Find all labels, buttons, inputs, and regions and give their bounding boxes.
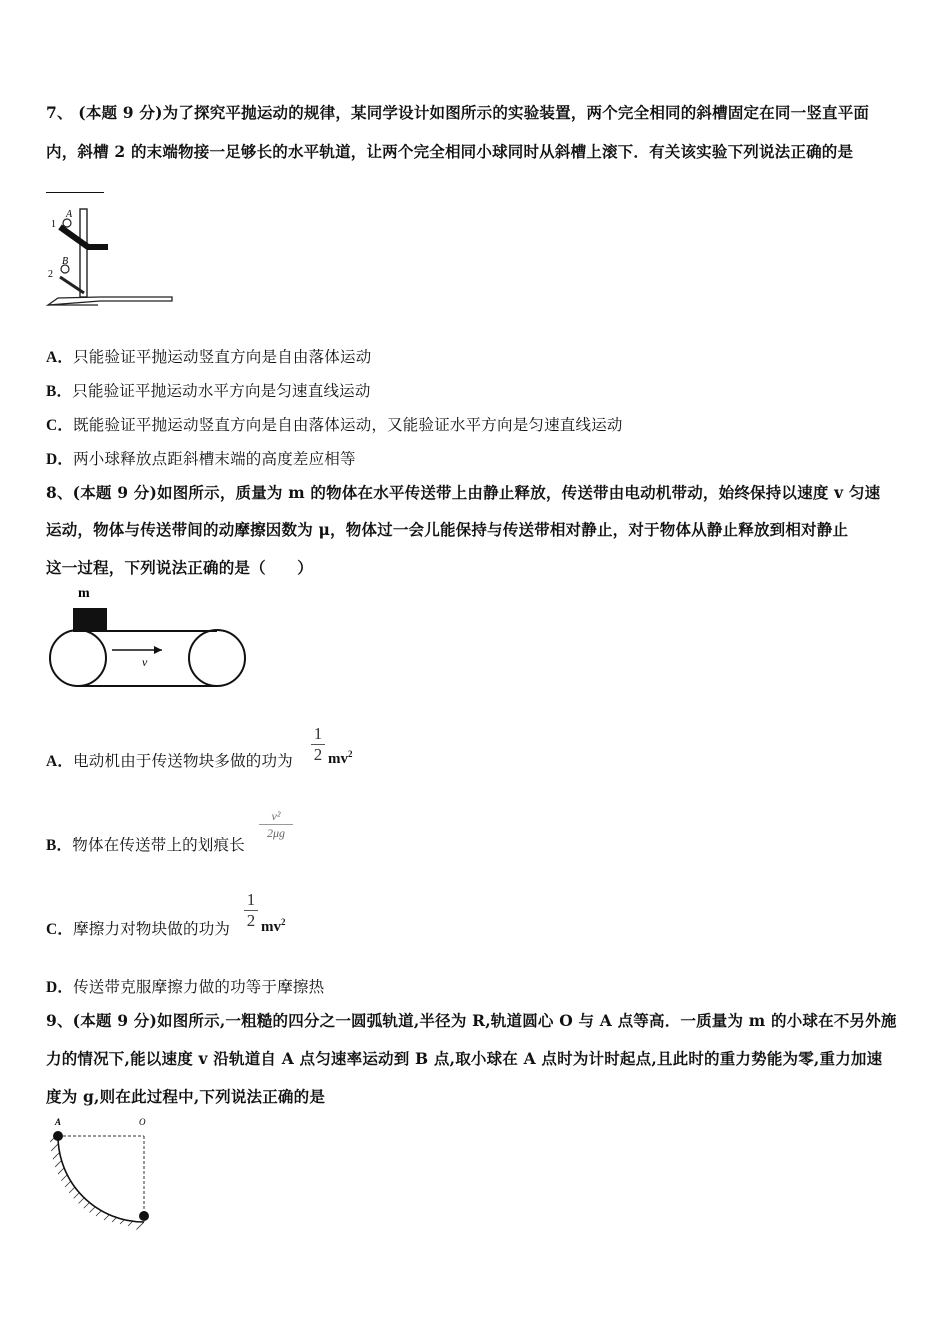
q8-conveyor-figure <box>44 580 254 692</box>
q8-option-d[interactable] <box>46 975 324 997</box>
q7-label-b: B <box>62 256 69 267</box>
q7-apparatus-figure <box>40 205 180 311</box>
q8-option-c-frac-den: 2 <box>246 911 256 930</box>
q7-option-b-letter: B． <box>46 383 73 400</box>
q8-option-b-text: 物体在传送带上的划痕长 <box>72 836 245 854</box>
q8-option-a-mv: mv <box>328 751 348 767</box>
q8-option-a-text: 电动机由于传送物块多做的功为 <box>73 752 293 770</box>
q8-option-b-frac-den: 2μg <box>266 826 286 840</box>
q8-option-c-letter: C． <box>46 921 74 938</box>
q9-label-a: A <box>55 1117 62 1127</box>
q8-stem-line2: 运动，物体与传送带间的动摩擦因数为 μ，物体过一会儿能保持与传送带相对静止，对于物体从静止释放到相对静止 <box>46 520 849 539</box>
q8-option-d-text: 传送带克服摩擦力做的功等于摩擦热 <box>73 978 325 996</box>
q8-option-a-letter: A． <box>46 753 74 770</box>
q9-label-o: O <box>139 1117 146 1127</box>
q9-stem-line1: 9、(本题 9 分)如图所示,一粗糙的四分之一圆弧轨道,半径为 R,轨道圆心 O 与 A 点等高．一质量为 m 的小球在不另外施 <box>46 1011 897 1030</box>
q7-label-1: 1 <box>51 219 56 230</box>
q7-option-a[interactable] <box>46 345 371 367</box>
q8-option-c-mv: mv <box>261 919 281 935</box>
q8-stem-line1: 8、(本题 9 分)如图所示，质量为 m 的物体在水平传送带上由静止释放，传送带由电动机带动，始终保持以速度 v 匀速 <box>46 483 881 502</box>
q8-option-a-fraction <box>311 724 325 765</box>
q7-label-a: A <box>66 209 73 220</box>
q7-label-2: 2 <box>48 269 53 280</box>
q7-option-b-text: 只能验证平抛运动水平方向是匀速直线运动 <box>72 382 371 400</box>
q8-option-d-letter: D． <box>46 979 74 996</box>
q9-stem-line3: 度为 g,则在此过程中,下列说法正确的是 <box>46 1087 326 1106</box>
q7-option-d-letter: D． <box>46 451 74 468</box>
q8-option-a-frac-den: 2 <box>313 745 323 764</box>
q7-option-d[interactable] <box>46 447 356 469</box>
q8-option-c-text: 摩擦力对物块做的功为 <box>73 920 231 938</box>
q7-option-c-letter: C． <box>46 417 74 434</box>
q8-label-v: v <box>142 655 148 669</box>
q9-arc-track-figure <box>40 1112 160 1232</box>
q8-option-c-tail <box>261 917 286 936</box>
q8-option-a-frac-num: 1 <box>313 724 323 743</box>
q7-stem-line2: 内，斜槽 2 的末端物接一足够长的水平轨道，让两个完全相同小球同时从斜槽上滚下．有关该实验下列说法正确的是 <box>46 142 854 161</box>
q7-option-b[interactable] <box>46 379 371 401</box>
q9-stem-line2: 力的情况下,能以速度 v 沿轨道自 A 点匀速率运动到 B 点,取小球在 A 点时为计时起点,且此时的重力势能为零,重力加速 <box>46 1049 883 1068</box>
q7-option-a-letter: A． <box>46 349 74 366</box>
q8-option-c-sup: 2 <box>281 917 286 927</box>
q8-label-m: m <box>78 586 90 601</box>
q7-option-a-text: 只能验证平抛运动竖直方向是自由落体运动 <box>73 348 372 366</box>
q8-option-b[interactable] <box>46 833 245 855</box>
q8-option-a[interactable] <box>46 749 293 771</box>
q8-option-b-frac-num: v² <box>271 809 281 823</box>
q7-answer-blank <box>46 192 104 193</box>
q8-option-b-fraction <box>259 808 293 841</box>
q8-option-a-tail <box>328 749 353 768</box>
q8-option-a-sup: 2 <box>348 749 353 759</box>
q8-option-c[interactable] <box>46 917 230 939</box>
q7-stem-line1: 7、 (本题 9 分)为了探究平抛运动的规律，某同学设计如图所示的实验装置，两个完全相同的斜槽固定在同一竖直平面 <box>46 103 870 122</box>
q8-option-c-frac-num: 1 <box>246 890 256 909</box>
q8-option-c-fraction <box>244 890 258 931</box>
q7-option-d-text: 两小球释放点距斜槽末端的高度差应相等 <box>73 450 356 468</box>
q8-option-b-letter: B． <box>46 837 73 854</box>
q7-option-c-text: 既能验证平抛运动竖直方向是自由落体运动，又能验证水平方向是匀速直线运动 <box>73 416 623 434</box>
q8-stem-line3: 这一过程，下列说法正确的是（ ） <box>46 558 313 577</box>
q7-option-c[interactable] <box>46 413 623 435</box>
q8-block <box>73 608 107 632</box>
